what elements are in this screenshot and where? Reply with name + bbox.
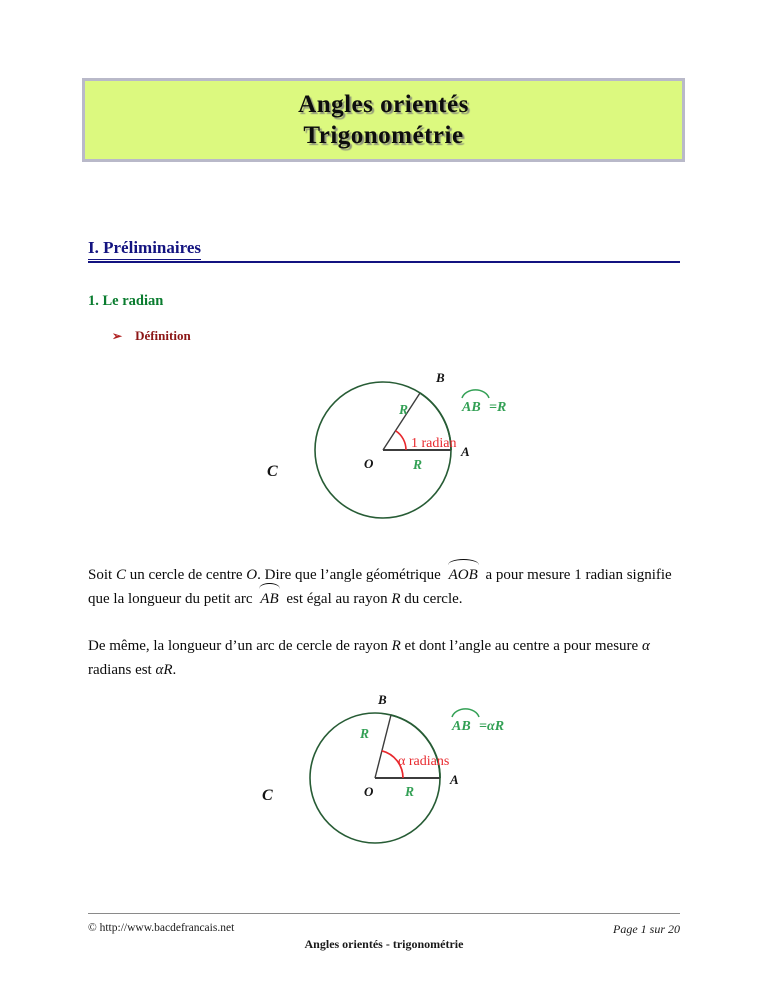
arc-equation-suffix: =αR — [479, 719, 505, 734]
label-circle-c: C — [267, 463, 278, 480]
p2-var-alpha: α — [641, 638, 650, 654]
p1-part6: du cercle. — [400, 591, 463, 608]
radius-ob-line — [375, 715, 391, 778]
overarc-stroke-icon — [452, 709, 479, 717]
label-angle-measure: 1 radian — [411, 436, 457, 451]
p1-var-o: O — [246, 567, 258, 583]
definition-label: Définition — [135, 328, 191, 343]
p1-part5: est égal au rayon — [282, 591, 392, 608]
arc-equation-prefix: AB — [462, 400, 481, 415]
arrow-bullet-icon: ➢ — [112, 329, 123, 343]
section-heading — [88, 238, 680, 260]
footer-url: © http://www.bacdefrancais.net — [88, 922, 235, 934]
label-radius-ob: R — [399, 402, 409, 417]
paragraph-definition — [88, 563, 688, 612]
figure-alpha-radians — [240, 676, 540, 836]
label-radius-oa: R — [413, 457, 423, 472]
p2-part3: radians est — [88, 662, 156, 679]
angle-arc-indicator — [396, 431, 407, 450]
label-radius-ob: R — [360, 726, 370, 741]
p1-arc-ab: AB — [258, 587, 280, 611]
label-center-o: O — [364, 784, 374, 799]
p2-part4: . — [172, 662, 177, 679]
p2-part1: De même, la longueur d’un arc de cercle de rayon — [88, 638, 392, 654]
p2-part2: et dont l’angle au centre a pour mesure — [400, 638, 642, 654]
p1-part1: Soit — [88, 567, 116, 583]
arc-equation-group — [451, 709, 504, 734]
p1-part4: a pour mesure 1 radian signifie que la longueur du petit arc — [88, 567, 672, 608]
p1-part3: . Dire que l’angle géométrique — [257, 567, 445, 583]
arc-equation-suffix: =R — [489, 400, 507, 415]
footer-page-number: Page 1 sur 20 — [613, 922, 680, 936]
label-circle-c: C — [262, 787, 273, 804]
p1-var-c: C — [115, 567, 126, 583]
label-center-o: O — [364, 456, 374, 471]
p2-expr-alpha-r: αR — [155, 662, 173, 679]
title-line-2: Trigonométrie — [303, 122, 464, 149]
label-radius-oa: R — [405, 784, 415, 799]
section-heading-text: I. Préliminaires — [88, 238, 201, 260]
label-point-a: A — [461, 444, 470, 459]
overarc-stroke-icon — [462, 390, 489, 398]
arc-equation-group — [461, 390, 506, 415]
p2-var-r: R — [391, 638, 401, 654]
figure-one-radian — [246, 352, 546, 542]
footer-doc-title: Angles orientés - trigonométrie — [304, 937, 464, 951]
title-line-1: Angles orientés — [298, 90, 469, 118]
subsection-heading: 1. Le radian — [88, 293, 164, 309]
label-point-a: A — [450, 772, 459, 787]
definition-bullet-item — [112, 328, 191, 344]
arc-equation-prefix: AB — [452, 719, 471, 734]
p1-part2: un cercle de centre — [125, 567, 247, 583]
section-heading-rule — [88, 261, 680, 263]
label-angle-measure: α radians — [398, 754, 450, 769]
footer-separator — [88, 913, 680, 914]
p1-arc-aob: AOB — [447, 563, 480, 587]
document-title-banner — [82, 78, 685, 162]
label-point-b: B — [378, 692, 387, 707]
p1-var-r: R — [391, 591, 401, 608]
label-point-b: B — [436, 370, 445, 385]
